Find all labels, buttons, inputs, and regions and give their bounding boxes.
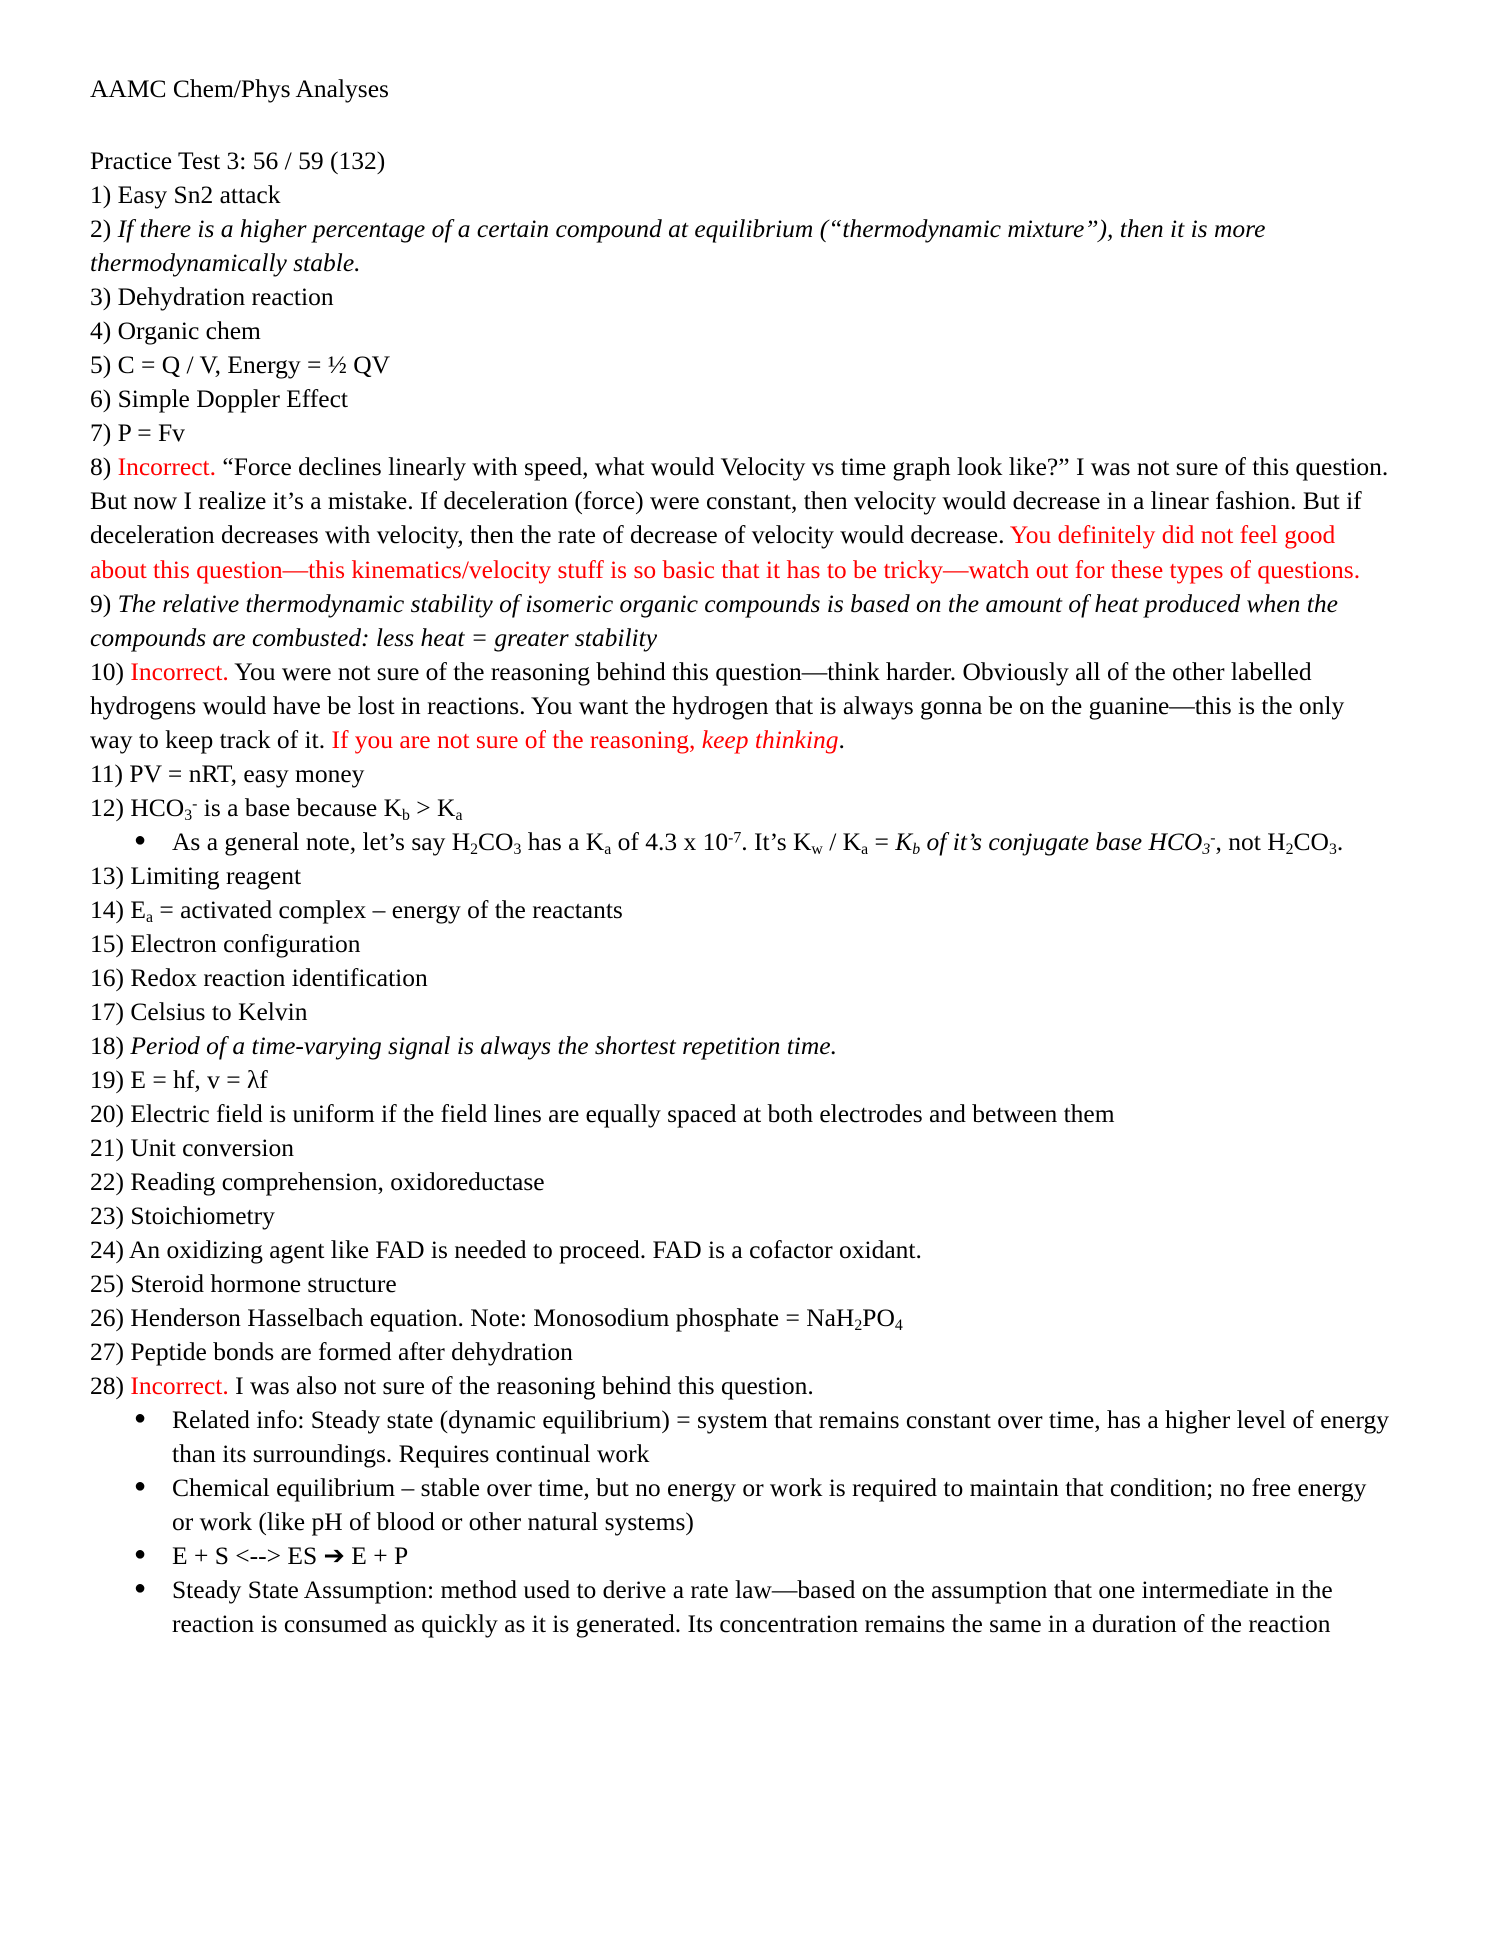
frag: CO — [478, 826, 514, 856]
list-item — [90, 1403, 1392, 1471]
sub: a — [861, 840, 869, 858]
item-2-text: If there is a higher percentage of a certain compound at equilibrium (“thermodynamic mixture”), then it is more thermodynamically stable. — [90, 214, 1266, 278]
frag-italic: K — [895, 826, 913, 856]
item-4: 4) Organic chem — [90, 316, 261, 346]
bullet-text: Related info: Steady state (dynamic equilibrium) = system that remains constant over time, has a higher level of energy than its surroundings. Requires continual work — [172, 1405, 1390, 1469]
item-9 — [90, 587, 1392, 655]
item-19: 19) E = hf, v = λf — [90, 1064, 268, 1094]
item-28-body: I was also not sure of the reasoning behind this question. — [228, 1371, 814, 1401]
item-24: 24) An oxidizing agent like FAD is needed to proceed. FAD is a cofactor oxidant. — [90, 1235, 922, 1265]
list-item — [90, 825, 1392, 859]
item-1: 1) Easy Sn2 attack — [90, 180, 281, 210]
bullet-text: Chemical equilibrium – stable over time, but no energy or work is required to maintain that condition; no free energy or work (like pH of blood or other natural systems) — [172, 1473, 1367, 1537]
sub: b — [912, 840, 921, 858]
list-item — [90, 1539, 1392, 1573]
item-23: 23) Stoichiometry — [90, 1201, 275, 1231]
item-28 — [90, 1369, 1392, 1403]
item-9-number: 9) — [90, 588, 118, 618]
item-14 — [90, 893, 1392, 927]
item-20: 20) Electric field is uniform if the field lines are equally spaced at both electrodes and between them — [90, 1099, 1115, 1129]
item-18 — [90, 1029, 1392, 1063]
item-13: 13) Limiting reagent — [90, 860, 302, 890]
item-12-part-c: > K — [409, 792, 456, 822]
item-26-part-b: PO — [862, 1303, 895, 1333]
item-6: 6) Simple Doppler Effect — [90, 384, 349, 414]
sub: 3 — [1202, 840, 1211, 858]
item-12-subscript-3: 3 — [184, 806, 193, 824]
page-title: AAMC Chem/Phys Analyses — [90, 74, 389, 103]
frag: = — [868, 826, 896, 856]
frag: CO — [1293, 826, 1329, 856]
item-12-superscript-minus: - — [192, 795, 198, 813]
sub: a — [604, 840, 612, 858]
list-item — [90, 1471, 1392, 1539]
item-10-body: You were not sure of the reasoning behind this question—think harder. Obviously all of the other labelled hydrogens would have be lost in reactions. You want the hydrogen that is always gonna be on the guanine—this is the only way to keep track of it. — [90, 656, 1345, 754]
item-26-subscript-2: 2 — [854, 1316, 863, 1334]
item-12-bullet-list — [90, 825, 1392, 859]
item-21: 21) Unit conversion — [90, 1133, 294, 1163]
sup: - — [1210, 829, 1216, 847]
item-26-subscript-4: 4 — [894, 1316, 903, 1334]
frag: . It’s K — [741, 826, 812, 856]
item-25: 25) Steroid hormone structure — [90, 1269, 397, 1299]
item-8-number: 8) — [90, 452, 118, 482]
item-8-incorrect-label: Incorrect. — [117, 452, 217, 482]
sub: 3 — [513, 840, 522, 858]
sup: -7 — [728, 829, 742, 847]
item-10-highlight-note: If you are not sure of the reasoning, — [331, 724, 702, 754]
frag: . — [1336, 826, 1344, 856]
item-22: 22) Reading comprehension, oxidoreductase — [90, 1167, 545, 1197]
bullet-icon: ● — [134, 1543, 147, 1566]
sub: 3 — [1328, 840, 1337, 858]
item-8 — [90, 450, 1392, 586]
bullet-text: Steady State Assumption: method used to derive a rate law—based on the assumption that one intermediate in the reaction is consumed as quickly as it is generated. Its concentration remains the same in a duration of the reaction — [172, 1575, 1333, 1639]
item-12 — [90, 791, 1392, 825]
bullet-icon: ● — [134, 1475, 147, 1498]
item-28-number: 28) — [90, 1371, 131, 1401]
sub: 2 — [1285, 840, 1294, 858]
item-26-part-a: 26) Henderson Hasselbach equation. Note: Monosodium phosphate = NaH — [90, 1303, 855, 1333]
frag: As a general note, let’s say H — [172, 826, 471, 856]
item-17: 17) Celsius to Kelvin — [90, 996, 308, 1026]
item-12-part-b: is a base because K — [197, 792, 403, 822]
frag: , not H — [1215, 826, 1286, 856]
frag: has a K — [521, 826, 605, 856]
item-27: 27) Peptide bonds are formed after dehydration — [90, 1337, 573, 1367]
item-12-part-a: 12) HCO — [90, 792, 185, 822]
bullet-icon: ● — [134, 1577, 147, 1600]
bullet-icon: ● — [134, 828, 147, 851]
score-line: Practice Test 3: 56 / 59 (132) — [90, 146, 386, 176]
item-3: 3) Dehydration reaction — [90, 282, 334, 312]
item-5: 5) C = Q / V, Energy = ½ QV — [90, 350, 391, 380]
frag-italic: of it’s conjugate base HCO — [920, 826, 1203, 856]
item-18-text: Period of a time-varying signal is always the shortest repetition time. — [130, 1030, 837, 1060]
item-12-subscript-a: a — [455, 806, 463, 824]
item-28-incorrect-label: Incorrect. — [130, 1371, 229, 1401]
bullet-text — [172, 827, 1343, 856]
item-28-bullet-list — [90, 1403, 1392, 1641]
item-9-text: The relative thermodynamic stability of isomeric organic compounds is based on the amount of heat produced when the compounds are combusted: less heat = greater stability — [90, 588, 1338, 652]
item-10-incorrect-label: Incorrect. — [130, 656, 229, 686]
item-10-number: 10) — [90, 656, 131, 686]
sub: w — [811, 840, 823, 858]
analyses-body — [90, 144, 1392, 1641]
item-14-part-b: = activated complex – energy of the reactants — [152, 894, 623, 924]
item-16: 16) Redox reaction identification — [90, 962, 428, 992]
frag: / K — [822, 826, 862, 856]
item-15: 15) Electron configuration — [90, 928, 361, 958]
item-7: 7) P = Fv — [90, 418, 185, 448]
item-14-subscript-a: a — [145, 908, 153, 926]
bullet-text: E + S <--> ES ➔ E + P — [172, 1541, 409, 1571]
item-11: 11) PV = nRT, easy money — [90, 758, 365, 788]
item-14-part-a: 14) E — [90, 894, 146, 924]
item-18-number: 18) — [90, 1030, 131, 1060]
item-2-number: 2) — [90, 214, 118, 244]
bullet-icon: ● — [134, 1407, 147, 1430]
list-item — [90, 1573, 1392, 1641]
item-8-highlight-note: You definitely did not feel good about this question—this kinematics/velocity stuff is so basic that it has to be tricky—watch out for these types of questions. — [90, 520, 1361, 584]
item-10-keep-thinking: keep thinking — [701, 724, 839, 754]
item-12-subscript-b: b — [402, 806, 410, 824]
item-8-body: “Force declines linearly with speed, what would Velocity vs time graph look like?” I was not sure of this question. But now I realize it’s a mistake. If deceleration (force) were constant, then velocity would decrease in a linear fashion. But if deceleration decreases with velocity, then the rate of decrease of velocity would decrease. — [90, 452, 1389, 550]
item-2 — [90, 212, 1392, 280]
item-10 — [90, 655, 1392, 757]
sub: 2 — [470, 840, 479, 858]
item-26 — [90, 1301, 1392, 1335]
frag: of 4.3 x 10 — [611, 826, 729, 856]
item-10-tail: . — [838, 724, 845, 754]
